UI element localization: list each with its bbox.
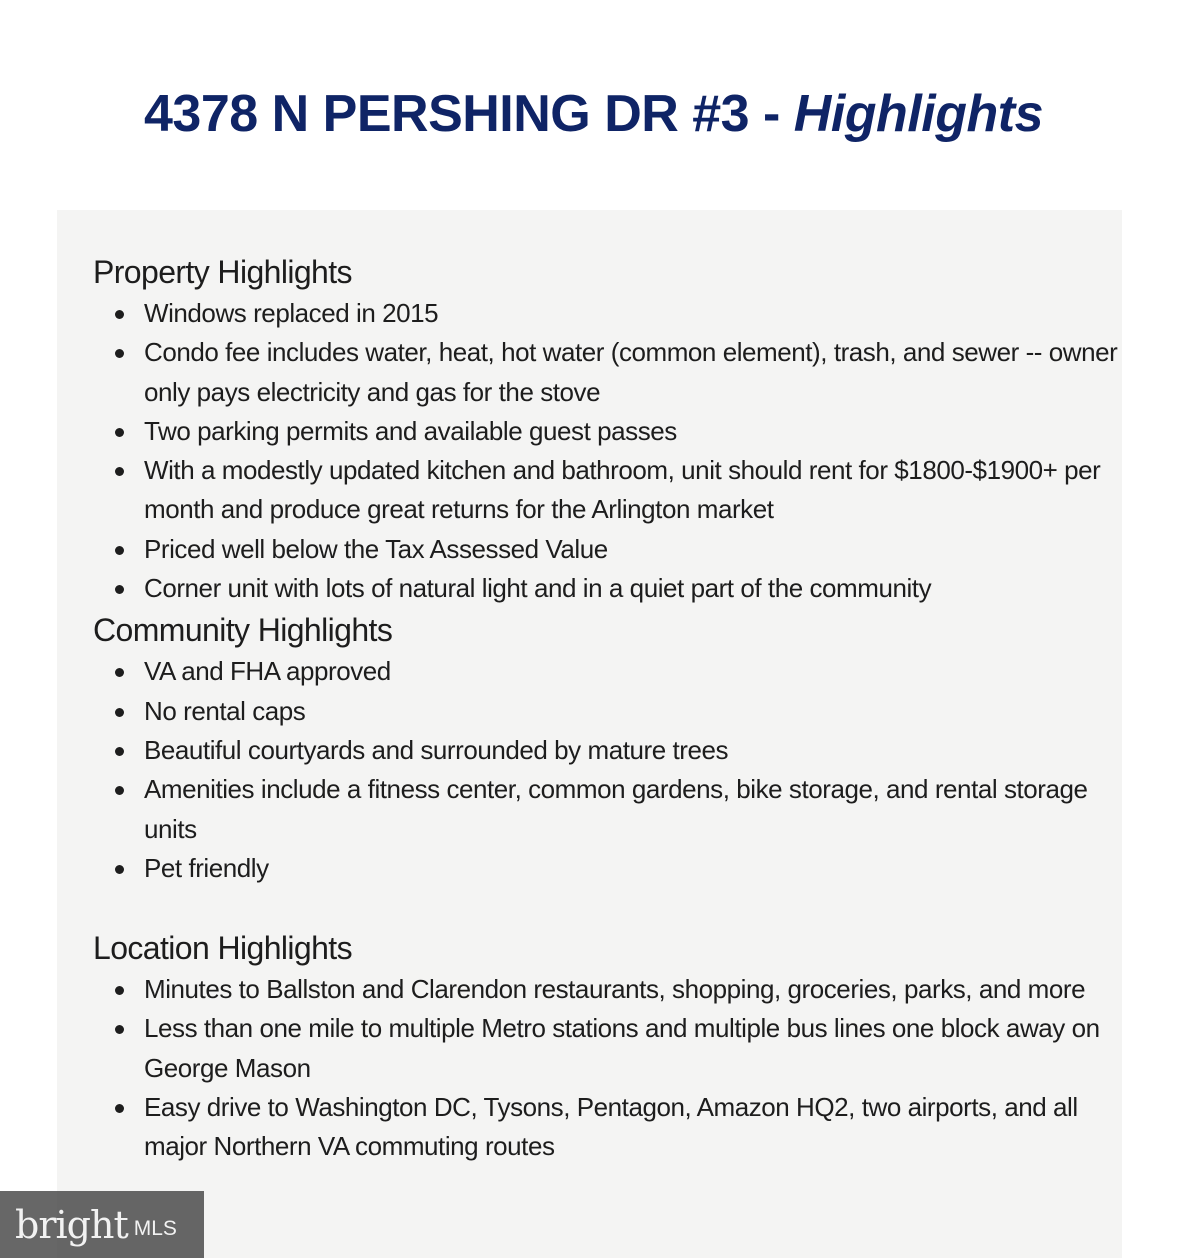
- bright-mls-watermark: [0, 1191, 204, 1258]
- property-highlights-list: [93, 294, 1123, 608]
- highlights-panel: [57, 210, 1122, 1258]
- list-item: Priced well below the Tax Assessed Value: [93, 530, 1123, 569]
- title-address: 4378 N PERSHING DR #3 -: [144, 85, 794, 143]
- highlights-content: [93, 250, 1123, 1167]
- list-item: Beautiful courtyards and surrounded by mature trees: [93, 731, 1123, 770]
- list-item: Condo fee includes water, heat, hot water (common element), trash, and sewer -- owner only pays electricity and gas for the stove: [93, 333, 1123, 412]
- location-highlights-list: [93, 970, 1123, 1166]
- property-highlights-heading: Property Highlights: [93, 254, 352, 290]
- list-item: Corner unit with lots of natural light and in a quiet part of the community: [93, 569, 1123, 608]
- page-title: [0, 84, 1187, 144]
- list-item: Two parking permits and available guest passes: [93, 412, 1123, 451]
- list-item: VA and FHA approved: [93, 652, 1123, 691]
- community-highlights-list: [93, 652, 1123, 888]
- watermark-brand: bright: [15, 1202, 128, 1247]
- list-item: With a modestly updated kitchen and bathroom, unit should rent for $1800-$1900+ per month and produce great returns for the Arlington market: [93, 451, 1123, 530]
- location-highlights-heading: Location Highlights: [93, 930, 352, 967]
- list-item: Amenities include a fitness center, common gardens, bike storage, and rental storage units: [93, 770, 1123, 849]
- list-item: Pet friendly: [93, 849, 1123, 888]
- list-item: Windows replaced in 2015: [93, 294, 1123, 333]
- list-item: Less than one mile to multiple Metro stations and multiple bus lines one block away on George Mason: [93, 1009, 1123, 1088]
- section-spacer: [93, 888, 1123, 926]
- title-suffix: Highlights: [793, 85, 1043, 143]
- list-item: Minutes to Ballston and Clarendon restaurants, shopping, groceries, parks, and more: [93, 970, 1123, 1009]
- community-highlights-heading: Community Highlights: [93, 612, 393, 649]
- list-item: No rental caps: [93, 692, 1123, 731]
- watermark-mls: MLS: [133, 1216, 177, 1240]
- list-item: Easy drive to Washington DC, Tysons, Pentagon, Amazon HQ2, two airports, and all major Northern VA commuting routes: [93, 1088, 1123, 1167]
